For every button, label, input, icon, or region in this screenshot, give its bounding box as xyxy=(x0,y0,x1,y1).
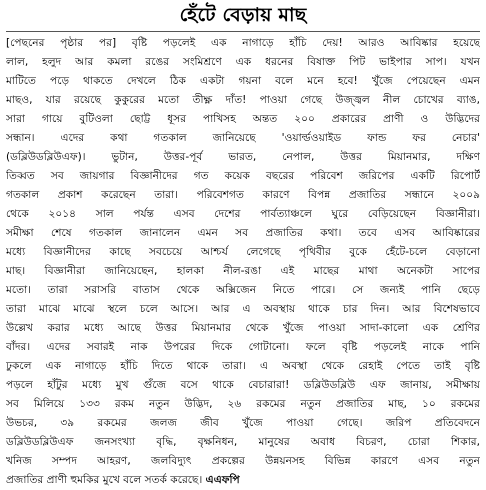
body-line: ডব্লিউডব্লিউএফ জনসংখ্যা বৃদ্ধি, বৃক্ষনিধন, মানুষের অবাধ বিচরণ, চোরা শিকার, xyxy=(6,436,480,448)
body-line: সব মিলিয়ে ১৩৩ রকম নতুন উদ্ভিদ, ২৬ রকমের নতুন প্রজাতির মাছ, ১০ রকমের xyxy=(6,398,480,410)
byline: এএফপি xyxy=(205,474,240,486)
body-line: তারা মাঝে মাঝে স্থলে চলে আসে। আর এ অবস্থায় থাকে চার দিন। আর বিশেষভাবে xyxy=(6,303,480,315)
body-line: বাঁদর। এদের সবারই নাক উপরের দিকে গোটানো। ফলে বৃষ্টি পড়লেই নাকে পানি xyxy=(6,341,480,353)
body-line-text: প্রজাতির প্রাণী হুমকির মুখে বলে সতর্ক করেছে। xyxy=(6,474,206,486)
body-line: গতকাল প্রকাশ করেছেন তারা। পরিবেশগত কারণে বিপন্ন প্রজাতির সন্ধানে ২০০৯ xyxy=(6,189,480,201)
headline-divider xyxy=(6,31,480,32)
body-line: লাল, হলুদ আর কমলা রঙের সংমিশ্রণে এক ধরনের বিষাক্ত পিট ভাইপার সাপ। যখন xyxy=(6,56,480,68)
body-line: মাছও, যার রয়েছে কুকুরের মতো তীক্ষ্ণ দাঁত! পাওয়া গেছে উজ্জ্বল নীল চোখের ব্যাঙ, xyxy=(6,94,480,106)
body-line-text: বৃষ্টি পড়লেই এক নাগাড়ে হাঁচি দেয়! আরও আবিষ্কার হয়েছে xyxy=(116,37,480,49)
body-line: সমীক্ষা শেষে গতকাল জানালেন এমন সব প্রজাতির কথা। তবে এসব আবিষ্কারের xyxy=(6,227,480,239)
body-line xyxy=(6,34,480,53)
body-line: (ডব্লিউডব্লিউএফ)। ভুটান, উত্তর-পূর্ব ভারত, নেপাল, উত্তর মিয়ানমার, দক্ষিণ xyxy=(6,151,480,163)
body-line: খনিজ সম্পদ আহরণ, জলবিদ্যুৎ প্রকল্পের উন্নয়নসহ বিভিন্ন কারণে এসব নতুন xyxy=(6,455,480,467)
body-line: সন্ধান। এদের কথা গতকাল জানিয়েছে 'ওয়ার্ল্ডওয়াইড ফান্ড ফর নেচার' xyxy=(6,132,480,144)
continuation-tag: [পেছনের পৃষ্ঠার পর] xyxy=(6,37,117,49)
body-line: ঢুকলে এক নাগাড়ে হাঁচি দিতে থাকে তারা। এ অবস্থা থেকে রেহাই পেতে তাই বৃষ্টি xyxy=(6,360,480,372)
body-line: মধ্যে বিজ্ঞানীদের কাছে সবচেয়ে আশ্চর্য লেগেছে পৃথিবীর বুকে হেঁটে-চলে বেড়ানো xyxy=(6,246,480,258)
body-line: থেকে ২০১৪ সাল পর্যন্ত এসব দেশের পার্বত্যাঞ্চলে ঘুরে বেড়িয়েছেন বিজ্ঞানীরা। xyxy=(6,208,480,220)
body-line: মাটিতে পড়ে থাকতে দেখলে ঠিক একটা গয়না বলে মনে হবে! খুঁজে পেয়েছেন এমন xyxy=(6,75,480,87)
body-line: তিব্বত সব জায়গার বিজ্ঞানীদের গত কয়েক বছরের পরিবেশ জরিপের একটি রিপোর্ট xyxy=(6,170,480,182)
article-body xyxy=(6,34,480,490)
body-line: পড়লে হাঁটুর মধ্যে মুখ গুঁজে বসে থাকে বেচারারা! ডব্লিউডব্লিউ এফ জানায়, সমীক্ষায় xyxy=(6,379,480,391)
body-line xyxy=(6,471,480,490)
body-line: উল্লেখ করার মধ্যে আছে উত্তর মিয়ানমার থেকে খুঁজে পাওয়া সাদা-কালো এক শ্রেণির xyxy=(6,322,480,334)
body-line: উভচর, ৩৯ রকমের জলজ জীব খুঁজে পাওয়া গেছে। জরিপ প্রতিবেদনে xyxy=(6,417,480,429)
body-line: সারা গায়ে বুটিওলা ছোট্ট ধূসর পাখিসহ অন্তত ২০০ প্রকারের প্রাণী ও উদ্ভিদের xyxy=(6,113,480,125)
article-headline: হেঁটে বেড়ায় মাছ xyxy=(179,4,307,26)
body-line: মতো। তারা সরাসরি বাতাস থেকে অক্সিজেন নিতে পারে। সে জন্যই পানি ছেড়ে xyxy=(6,284,480,296)
body-line: মাছ। বিজ্ঞানীরা জানিয়েছেন, হালকা নীল-রঙা এই মাছের মাথা অনেকটা সাপের xyxy=(6,265,480,277)
